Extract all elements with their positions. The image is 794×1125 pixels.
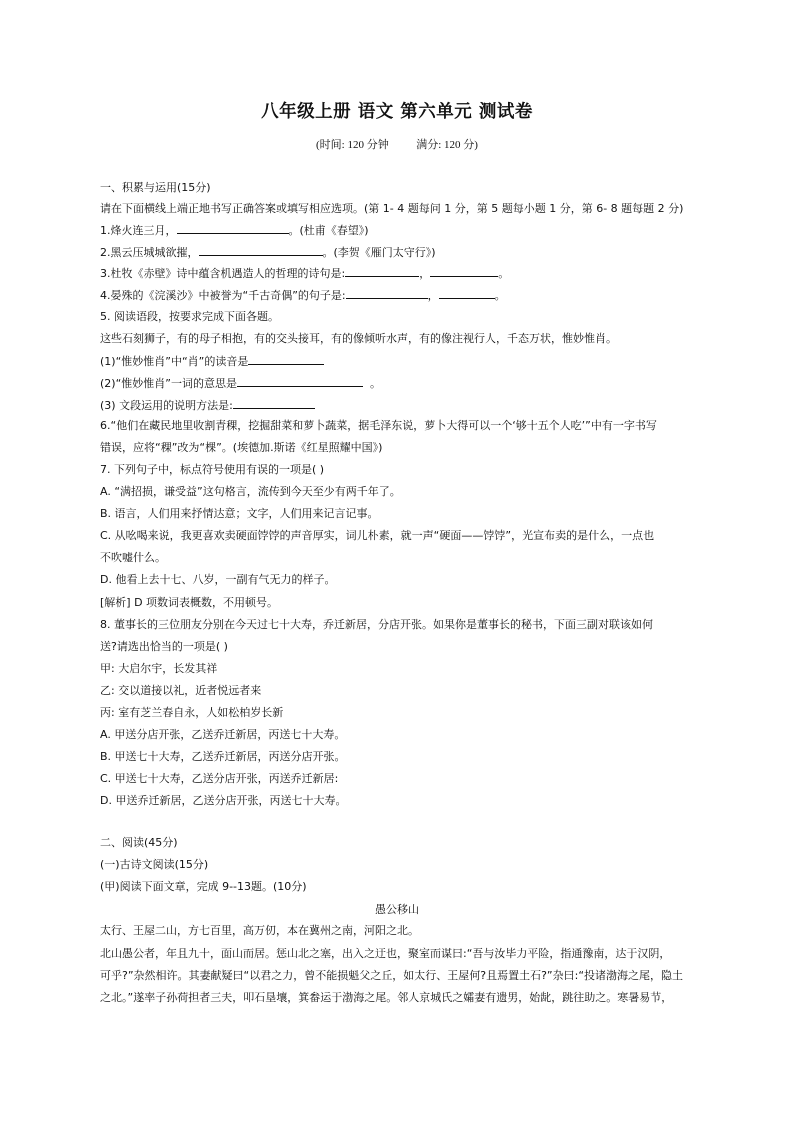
question-7-stem: 7. 下列句子中，标点符号使用有误的一项是( ) xyxy=(100,463,325,476)
question-6-line2: 错误，应将“稞”改为“棵”。(埃德加.斯诺《红星照耀中国》) xyxy=(100,441,383,454)
section1-heading: 一、积累与运用(15分) xyxy=(100,181,211,194)
q3-prefix: 3.杜牧《赤壁》诗中蕴含机遇造人的哲理的诗句是: xyxy=(100,267,346,280)
q2-answer-blank[interactable] xyxy=(199,244,323,256)
q2-suffix: 。(李贺《雁门太守行》) xyxy=(322,246,436,259)
question-7-option-d: D. 他看上去十七、八岁，一副有气无力的样子。 xyxy=(100,573,336,586)
question-5-sub2 xyxy=(100,375,381,392)
question-1 xyxy=(100,222,369,239)
question-8-couplet-jia: 甲: 大启尔宇，长发其祥 xyxy=(100,662,218,675)
question-5-intro: 5. 阅读语段，按要求完成下面各题。 xyxy=(100,310,279,323)
q5-sub2-end: 。 xyxy=(369,377,381,390)
question-8-couplet-yi: 乙: 交以道接以礼，近者悦远者来 xyxy=(100,684,262,697)
section2-heading: 二、阅读(45分) xyxy=(100,836,178,849)
q1-prefix: 1.烽火连三月， xyxy=(100,224,177,237)
q4-suffix: 。 xyxy=(494,289,506,302)
q1-answer-blank[interactable] xyxy=(177,222,289,234)
q5-sub2-text: (2)“惟妙惟肖”一词的意思是 xyxy=(100,377,237,390)
q5-sub3-text: (3) 文段运用的说明方法是: xyxy=(100,399,233,412)
question-8-option-d: D. 甲送乔迁新居，乙送分店开张，丙送七十大寿。 xyxy=(100,794,347,807)
question-5-sub1 xyxy=(100,353,324,370)
question-7-analysis: [解析] D 项数词表概数，不用顿号。 xyxy=(100,596,279,609)
time-limit: (时间: 120 分钟 xyxy=(316,139,389,151)
question-5-sub3 xyxy=(100,397,315,414)
q3-suffix: 。 xyxy=(498,267,510,280)
section2-jia-instruction: (甲)阅读下面文章，完成 9--13题。(10分) xyxy=(100,880,307,893)
q2-prefix: 2.黑云压城城欲摧， xyxy=(100,246,199,259)
exam-meta xyxy=(0,136,794,152)
question-8-couplet-bing: 丙: 室有芝兰春自永，人如松柏岁长新 xyxy=(100,706,284,719)
passage-paragraph-2-line1: 北山愚公者，年且九十，面山而居。惩山北之塞，出入之迂也，聚室而谋曰:“吾与汝毕力平险，指通豫南，达于汉阴， xyxy=(100,947,671,960)
full-score: 满分: 120 分) xyxy=(416,139,478,151)
page-title: 八年级上册 语文 第六单元 测试卷 xyxy=(261,102,533,122)
question-7-option-b: B. 语言，人们用来抒情达意；文字，人们用来记言记事。 xyxy=(100,507,379,520)
question-5-passage: 这些石刻狮子，有的母子相抱，有的交头接耳，有的像倾听水声，有的像注视行人，千态万状，惟妙惟肖。 xyxy=(100,332,617,345)
question-8-option-c: C. 甲送七十大寿，乙送分店开张，丙送乔迁新居: xyxy=(100,772,339,785)
passage-paragraph-1: 太行、王屋二山，方七百里，高万仞，本在冀州之南，河阳之北。 xyxy=(100,924,419,937)
q4-answer-blank-1[interactable] xyxy=(346,287,428,299)
question-2 xyxy=(100,244,436,261)
section2-subheading: (一)古诗文阅读(15分) xyxy=(100,858,209,871)
question-8-option-b: B. 甲送七十大寿，乙送乔迁新居，丙送分店开张。 xyxy=(100,750,346,763)
q5-sub1-text: (1)“惟妙惟肖”中“肖”的读音是 xyxy=(100,355,249,368)
q1-suffix: 。(杜甫《春望》) xyxy=(288,224,369,237)
q4-separator: ， xyxy=(427,289,439,302)
question-8-stem-line2: 送?请选出恰当的一项是( ) xyxy=(100,640,228,653)
question-4 xyxy=(100,287,506,304)
passage-paragraph-2-line2: 可乎?”杂然相许。其妻献疑曰“以君之力，曾不能损魁父之丘，如太行、王屋何?且焉置土石?”杂曰:“投诸渤海之尾，隐土 xyxy=(100,969,684,982)
question-6-line1: 6.“他们在藏民地里收割青稞，挖掘甜菜和萝卜蔬菜，据毛泽东说，萝卜大得可以一个‘够十五个人吃’”中有一字书写 xyxy=(100,419,657,432)
q5-sub3-blank[interactable] xyxy=(233,397,315,409)
q5-sub2-blank[interactable] xyxy=(237,375,363,387)
passage-title: 愚公移山 xyxy=(375,903,419,916)
question-8-option-a: A. 甲送分店开张，乙送乔迁新居，丙送七十大寿。 xyxy=(100,728,346,741)
q3-separator: ， xyxy=(419,267,431,280)
q3-answer-blank-1[interactable] xyxy=(345,265,419,277)
q5-sub1-blank[interactable] xyxy=(248,353,324,365)
question-7-option-c-line2: 不吹嘘什么。 xyxy=(100,551,166,564)
q4-answer-blank-2[interactable] xyxy=(439,287,495,299)
question-7-option-a: A. “满招损，谦受益”这句格言，流传到今天至少有两千年了。 xyxy=(100,485,401,498)
question-7-option-c-line1: C. 从吆喝来说，我更喜欢卖硬面饽饽的声音厚实，词儿朴素，就一声“硬面——饽饽”，光宣布卖的是什么，一点也 xyxy=(100,529,655,542)
section1-instruction: 请在下面横线上端正地书写正确答案或填写相应选项。(第 1- 4 题每问 1 分，第 5 题每小题 1 分，第 6- 8 题每题 2 分) xyxy=(100,202,684,215)
passage-paragraph-2-line3: 之北。”遂率子孙荷担者三夫，叩石垦壤，箕畚运于渤海之尾。邻人京城氏之孀妻有遗男，始龀，跳往助之。寒暑易节， xyxy=(100,991,673,1004)
q3-answer-blank-2[interactable] xyxy=(430,265,498,277)
q4-prefix: 4.晏殊的《浣溪沙》中被誉为“千古奇偶”的句子是: xyxy=(100,289,346,302)
question-8-stem-line1: 8. 董事长的三位朋友分别在今天过七十大寿，乔迁新居，分店开张。如果你是董事长的秘书，下面三副对联该如何 xyxy=(100,618,653,631)
question-3 xyxy=(100,265,509,282)
